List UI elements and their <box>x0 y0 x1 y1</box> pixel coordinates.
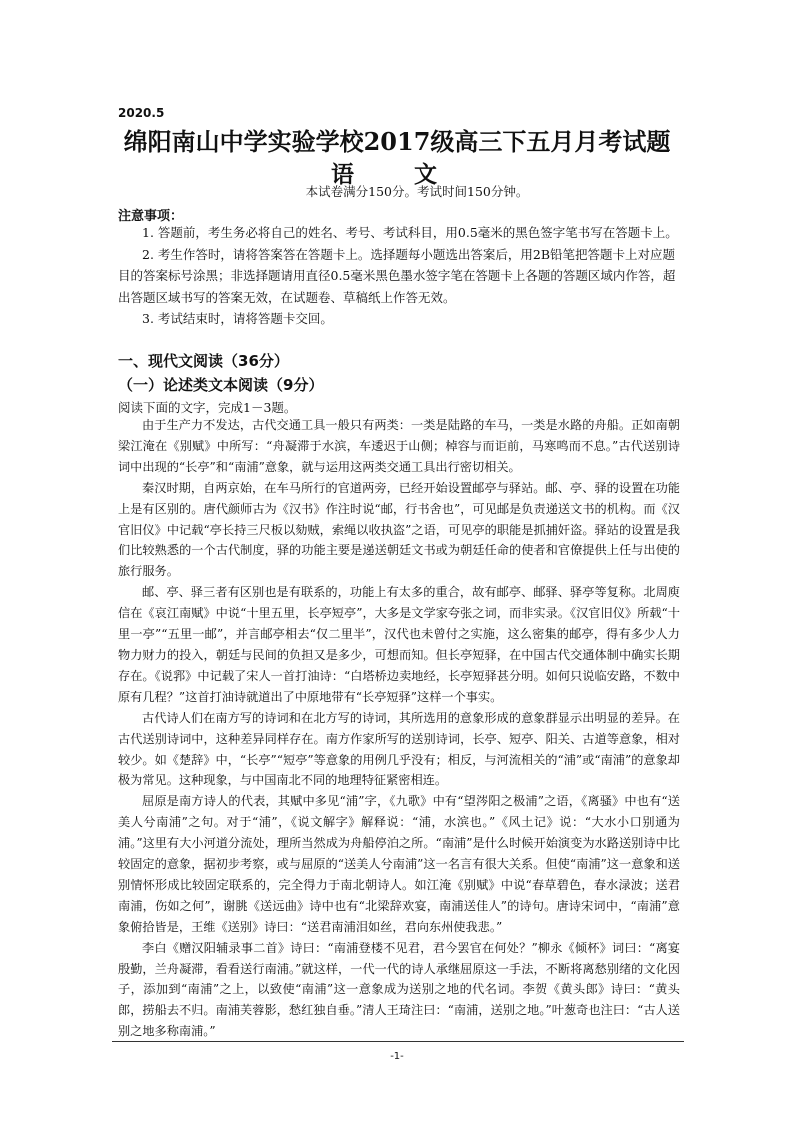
reading-instruction: 阅读下面的文字，完成1－3题。 <box>118 400 297 415</box>
notes-heading: 注意事项： <box>118 209 184 224</box>
passage-paragraph: 邮、亭、驿三者有区别也是有联系的，功能上有太多的重合，故有邮亭、邮驿、驿亭等复称。北周庾信在《哀江南赋》中说“十里五里，长亭短亭”，大多是文学家夸张之词，而非实录。《汉官旧仪》所载“十里一亭”“五里一邮”，并言邮亭相去“仅二里半”，汉代也未曾付之实施，这么密集的邮亭，得有多少人力物力财力的投入，朝廷与民间的负担又是多少，可想而知。但长亭短驿，在中国古代交通体制中确实长期存在。《说郛》中记载了宋人一首打油诗：“白塔桥边卖地经，长亭短驿甚分明。如何只说临安路，不数中原有几程？”这首打油诗就道出了中原地带有“长亭短驿”这样一个事实。 <box>118 585 680 704</box>
passage-paragraph: 屈原是南方诗人的代表，其赋中多见“浦”字，《九歌》中有“望涔阳之极浦”之语，《离骚》中也有“送美人兮南浦”之句。对于“浦”，《说文解字》解释说：“浦，水滨也。”《风土记》说：“大水小口别通为浦。”这里有大小河道分流处，理所当然成为舟船停泊之所。“南浦”是什么时候开始演变为水路送别诗中比较固定的意象，据初步考察，或与屈原的“送美人兮南浦”这一名言有很大关系。但使“南浦”这一意象和送别情怀形成比较固定联系的，完全得力于南北朝诗人。如江淹《别赋》中说“春草碧色，春水渌波；送君南浦，伤如之何”，谢朓《送远曲》诗中也有“北梁辞欢宴，南浦送佳人”的诗句。唐诗宋词中，“南浦”意象俯拾皆是，王维《送别》诗曰：“送君南浦泪如丝，君向东州使我悲。” <box>118 794 680 934</box>
passage-paragraph: 李白《赠汉阳辅录事二首》诗曰：“南浦登楼不见君，君今罢官在何处？”柳永《倾杯》词曰：“离宴殷勤，兰舟凝滞，看看送行南浦。”就这样，一代一代的诗人承继屈原这一手法，不断将离愁别绪的文化因子，添加到“南浦”之上，以致使“南浦”这一意象成为送别之地的代名词。李贺《黄头郎》诗曰：“黄头郎，捞船去不归。南浦芙蓉影，愁红独自垂。”清人王琦注曰：“南浦，送别之地。”叶葱奇也注曰：“古人送别之地多称南浦。” <box>118 940 680 1039</box>
reading-passage <box>118 415 680 1042</box>
note-item: 1. 答题前，考生务必将自己的姓名、考号、考试科目，用0.5毫米的黑色签字笔书写在答题卡上。 <box>142 225 678 240</box>
subject-text: 语 文 <box>330 161 463 188</box>
footer-divider <box>112 1041 684 1042</box>
passage-paragraph: 秦汉时期，自两京始，在车马所行的官道两旁，已经开始设置邮亭与驿站。邮、亭、驿的设置在功能上是有区别的。唐代颜师古为《汉书》作注时说“邮，行书舍也”，可见邮是负责递送文书的机构。而《汉官旧仪》中记载“亭长持三尺板以劾贼，索绳以收执盗”之语，可见亭的职能是抓捕奸盗。驿站的设置是我们比较熟悉的一个古代制度，驿的功能主要是递送朝廷文书或为朝廷任命的使者和官僚提供上任与出使的旅行服务。 <box>118 480 680 579</box>
note-item: 3. 考试结束时，请将答题卡交回。 <box>142 311 333 326</box>
exam-date: 2020.5 <box>118 106 165 120</box>
page-number: -1- <box>390 1051 404 1062</box>
exam-info: 本试卷满分150分。考试时间150分钟。 <box>305 184 529 199</box>
passage-paragraph: 古代诗人们在南方写的诗词和在北方写的诗词，其所选用的意象形成的意象群显示出明显的差异。在古代送别诗词中，这种差异同样存在。南方作家所写的送别诗词，长亭、短亭、阳关、古道等意象，相对较少。如《楚辞》中，“长亭”“短亭”等意象的用例几乎没有；相反，与河流相关的“浦”或“南浦”的意象却极为常见。这种现象，与中国南北不同的地理特征紧密相连。 <box>118 710 680 788</box>
passage-paragraph: 由于生产力不发达，古代交通工具一般只有两类：一类是陆路的车马，一类是水路的舟船。正如南朝梁江淹在《别赋》中所写：“舟凝滞于水滨，车逶迟于山侧；棹容与而讵前，马寒鸣而不息。”古代送别诗词中出现的“长亭”和“南浦”意象，就与运用这两类交通工具出行密切相关。 <box>118 418 680 474</box>
notes-list <box>118 222 680 330</box>
section-heading: 一、现代文阅读（36分） <box>118 352 289 370</box>
exam-title: 绵阳南山中学实验学校2017级高三下五月月考试题 <box>123 127 671 156</box>
subsection-heading: （一）论述类文本阅读（9分） <box>118 376 324 394</box>
note-item: 2. 考生作答时，请将答案答在答题卡上。选择题每小题选出答案后，用2B铅笔把答题卡上对应题目的答案标号涂黑；非选择题请用直径0.5毫米黑色墨水签字笔在答题卡上各题的答题区域内作答，超出答题区域书写的答案无效，在试题卷、草稿纸上作答无效。 <box>118 246 676 305</box>
